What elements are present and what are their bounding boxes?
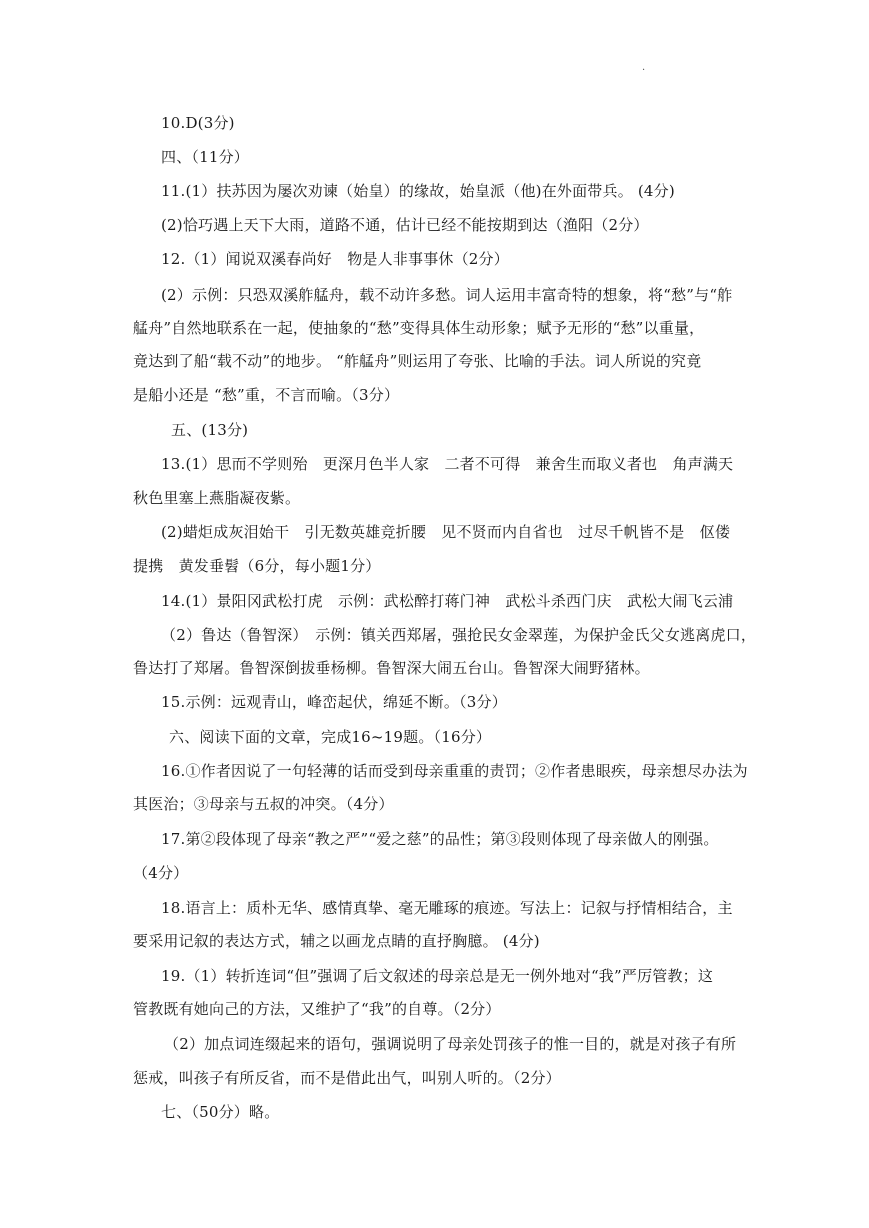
answer-line: 秋色里塞上燕脂凝夜紫。 xyxy=(133,489,301,507)
answer-line: 提携 黄发垂髫（6分，每小题1分） xyxy=(133,557,381,575)
answer-line: 管教既有她向己的方法，又维护了“我”的自尊。（2分） xyxy=(133,1000,501,1018)
answer-line: （4分） xyxy=(133,864,189,882)
answer-line: 10.D(3分) xyxy=(161,114,235,132)
answer-line: （2）鲁达（鲁智深） 示例：镇关西郑屠，强抢民女金翠莲，为保护金氏父女逃离虎口， xyxy=(161,626,757,644)
answer-line: 17.第②段体现了母亲“教之严”“爱之慈”的品性；第③段则体现了母亲做人的刚强。 xyxy=(161,830,719,848)
answer-line: 艋舟”自然地联系在一起，使抽象的“愁”变得具体生动形象；赋予无形的“愁”以重量， xyxy=(133,319,705,337)
answer-line: (2)恰巧遇上天下大雨，道路不通，估计已经不能按期到达（渔阳（2分） xyxy=(161,216,649,234)
section-heading: 五、(13分) xyxy=(171,421,249,439)
section-heading: 四、（11分） xyxy=(161,148,249,166)
answer-line: 13.(1）思而不学则殆 更深月色半人家 二者不可得 兼舍生而取义者也 角声满天 xyxy=(161,455,734,473)
answer-line: 要采用记叙的表达方式，辅之以画龙点睛的直抒胸臆。 (4分) xyxy=(133,932,540,950)
answer-line: (2)蜡炬成灰泪始干 引无数英雄竞折腰 见不贤而内自省也 过尽千帆皆不是 伛偻 xyxy=(161,523,731,541)
section-heading: 七、（50分）略。 xyxy=(161,1103,280,1121)
answer-line: 19.（1）转折连词“但”强调了后文叙述的母亲总是无一例外地对“我”严厉管教；这 xyxy=(161,967,714,985)
answer-line: 其医治；③母亲与五叔的冲突。（4分） xyxy=(133,795,394,813)
answer-line: 竟达到了船“载不动”的地步。 “舴艋舟”则运用了夸张、比喻的手法。词人所说的究竟 xyxy=(133,352,702,370)
answer-line: 11.(1）扶苏因为屡次劝谏（始皇）的缘故，始皇派（他)在外面带兵。 (4分) xyxy=(161,182,675,200)
answer-line: 18.语言上：质朴无华、感情真挚、毫无雕琢的痕迹。写法上：记叙与抒情相结合，主 xyxy=(161,899,733,917)
answer-line: 16.①作者因说了一句轻薄的话而受到母亲重重的责罚；②作者患眼疾，母亲想尽办法为 xyxy=(161,762,748,780)
answer-line: 14.(1）景阳冈武松打虎 示例：武松醉打蒋门神 武松斗杀西门庆 武松大闹飞云浦 xyxy=(161,592,734,610)
corner-mark: · xyxy=(642,65,646,76)
section-heading: 六、阅读下面的文章，完成16~19题。（16分） xyxy=(169,728,492,746)
answer-line: (2）示例：只恐双溪舴艋舟，载不动许多愁。词人运用丰富奇特的想象，将“愁”与“舴 xyxy=(161,286,733,304)
answer-line: 鲁达打了郑屠。鲁智深倒拔垂杨柳。鲁智深大闹五台山。鲁智深大闹野猪林。 xyxy=(133,659,650,677)
answer-line: （2）加点词连缀起来的语句，强调说明了母亲处罚孩子的惟一目的，就是对孩子有所 xyxy=(164,1035,737,1053)
answer-line: 惩戒，叫孩子有所反省，而不是借此出气，叫别人听的。（2分） xyxy=(133,1069,561,1087)
answer-line: 是船小还是 “愁”重，不言而喻。（3分） xyxy=(133,386,400,404)
answer-line: 12.（1）闻说双溪春尚好 物是人非事事休（2分） xyxy=(161,250,509,268)
answer-line: 15.示例：远观青山，峰峦起伏，绵延不断。（3分） xyxy=(161,693,507,711)
